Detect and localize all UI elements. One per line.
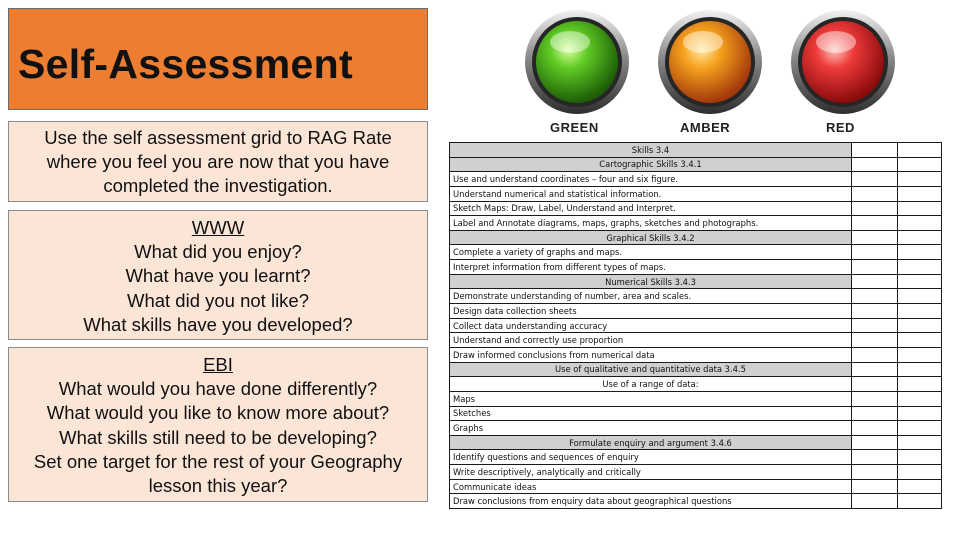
skill-cell: Collect data understanding accuracy [450,318,852,333]
before-rating-cell[interactable] [852,230,898,245]
table-row [450,143,942,158]
before-rating-cell[interactable] [852,304,898,319]
table-row [450,172,942,187]
www-line: What did you enjoy? [134,241,302,263]
www-line: What have you learnt? [125,265,311,287]
after-rating-cell[interactable] [898,421,942,436]
amber-label: AMBER [680,120,731,135]
before-rating-cell[interactable] [852,260,898,275]
after-rating-cell[interactable] [898,304,942,319]
after-rating-cell[interactable] [898,186,942,201]
table-row [450,216,942,231]
skill-cell: Use and understand coordinates – four and six figure. [450,172,852,187]
before-rating-cell[interactable] [852,421,898,436]
ebi-line: Set one target for the rest of your Geography lesson this year? [33,450,403,497]
before-rating-cell[interactable] [852,274,898,289]
after-rating-cell[interactable] [898,201,942,216]
table-row [450,406,942,421]
www-box [8,210,428,340]
skills-grid-body [450,143,942,509]
amber-light-icon [658,10,762,114]
after-rating-cell[interactable] [898,450,942,465]
traffic-lights-svg [510,8,905,136]
before-rating-cell[interactable] [852,157,898,172]
table-row [450,304,942,319]
after-rating-cell[interactable] [898,362,942,377]
before-rating-cell[interactable] [852,435,898,450]
table-row [450,260,942,275]
after-rating-cell[interactable] [898,172,942,187]
table-row [450,391,942,406]
after-rating-cell[interactable] [898,377,942,392]
after-rating-cell[interactable] [898,260,942,275]
table-row [450,274,942,289]
skill-cell: Complete a variety of graphs and maps. [450,245,852,260]
after-rating-cell[interactable] [898,435,942,450]
ebi-box [8,347,428,502]
before-rating-cell[interactable] [852,201,898,216]
skill-cell: Understand numerical and statistical information. [450,186,852,201]
table-row [450,245,942,260]
skill-cell: Use of a range of data: [450,377,852,392]
ebi-line: What would you have done differently? [58,378,378,400]
after-rating-cell[interactable] [898,391,942,406]
after-rating-cell[interactable] [898,494,942,509]
before-rating-cell[interactable] [852,450,898,465]
skill-cell: Sketch Maps: Draw, Label, Understand and Interpret. [450,201,852,216]
table-row [450,318,942,333]
before-rating-cell[interactable] [852,362,898,377]
before-rating-cell[interactable] [852,289,898,304]
before-rating-cell[interactable] [852,377,898,392]
skill-cell: Label and Annotate diagrams, maps, graphs, sketches and photographs. [450,216,852,231]
table-row [450,435,942,450]
after-rating-cell[interactable] [898,230,942,245]
www-line: What did you not like? [126,289,310,311]
ebi-heading: EBI [203,354,233,375]
www-line: What skills have you developed? [83,313,353,335]
before-rating-cell[interactable] [852,143,898,158]
green-light-icon [525,10,629,114]
before-rating-cell[interactable] [852,347,898,362]
table-row [450,494,942,509]
before-rating-cell[interactable] [852,391,898,406]
skill-cell: Identify questions and sequences of enquiry [450,450,852,465]
skill-cell: Draw conclusions from enquiry data about geographical questions [450,494,852,509]
table-row [450,333,942,348]
before-rating-cell[interactable] [852,333,898,348]
table-row [450,479,942,494]
after-rating-cell[interactable] [898,245,942,260]
section-heading-cell: Cartographic Skills 3.4.1 [450,157,852,172]
instructions-text: Use the self assessment grid to RAG Rate where you feel you are now that you have completed the investigation. [44,127,392,197]
skill-cell: Design data collection sheets [450,304,852,319]
table-row [450,201,942,216]
before-rating-cell[interactable] [852,479,898,494]
before-rating-cell[interactable] [852,216,898,231]
section-heading-cell: Numerical Skills 3.4.3 [450,274,852,289]
after-rating-cell[interactable] [898,347,942,362]
before-rating-cell[interactable] [852,245,898,260]
skill-cell: Sketches [450,406,852,421]
green-label: GREEN [550,120,599,135]
table-row [450,421,942,436]
skill-cell: Interpret information from different types of maps. [450,260,852,275]
title-banner [8,8,428,110]
after-rating-cell[interactable] [898,216,942,231]
after-rating-cell[interactable] [898,157,942,172]
skill-cell: Understand and correctly use proportion [450,333,852,348]
www-heading: WWW [191,217,245,238]
table-row [450,289,942,304]
after-rating-cell[interactable] [898,479,942,494]
table-row [450,377,942,392]
section-heading-cell: Skills 3.4 [450,143,852,158]
table-row [450,157,942,172]
red-light-icon [791,10,895,114]
after-rating-cell[interactable] [898,465,942,480]
table-row [450,465,942,480]
ebi-line: What skills still need to be developing? [59,426,377,448]
page-title: Self-Assessment [18,41,353,87]
section-heading-cell: Use of qualitative and quantitative data 3.4.5 [450,362,852,377]
after-rating-cell[interactable] [898,274,942,289]
before-rating-cell[interactable] [852,318,898,333]
after-rating-cell[interactable] [898,318,942,333]
table-row [450,347,942,362]
ebi-line: What would you like to know more about? [46,402,390,424]
skill-cell: Demonstrate understanding of number, area and scales. [450,289,852,304]
skill-cell: Graphs [450,421,852,436]
after-rating-cell[interactable] [898,406,942,421]
red-label: RED [826,120,855,135]
after-rating-cell[interactable] [898,333,942,348]
skills-grid [449,142,942,509]
section-heading-cell: Formulate enquiry and argument 3.4.6 [450,435,852,450]
skill-cell: Write descriptively, analytically and critically [450,465,852,480]
traffic-lights-graphic [510,8,905,136]
after-rating-cell[interactable] [898,289,942,304]
before-rating-cell[interactable] [852,494,898,509]
after-rating-cell[interactable] [898,143,942,158]
skill-cell: Draw informed conclusions from numerical data [450,347,852,362]
before-rating-cell[interactable] [852,186,898,201]
table-row [450,186,942,201]
before-rating-cell[interactable] [852,406,898,421]
instructions-box [8,121,428,202]
skill-cell: Maps [450,391,852,406]
before-rating-cell[interactable] [852,465,898,480]
before-rating-cell[interactable] [852,172,898,187]
table-row [450,362,942,377]
section-heading-cell: Graphical Skills 3.4.2 [450,230,852,245]
table-row [450,230,942,245]
table-row [450,450,942,465]
skill-cell: Communicate ideas [450,479,852,494]
